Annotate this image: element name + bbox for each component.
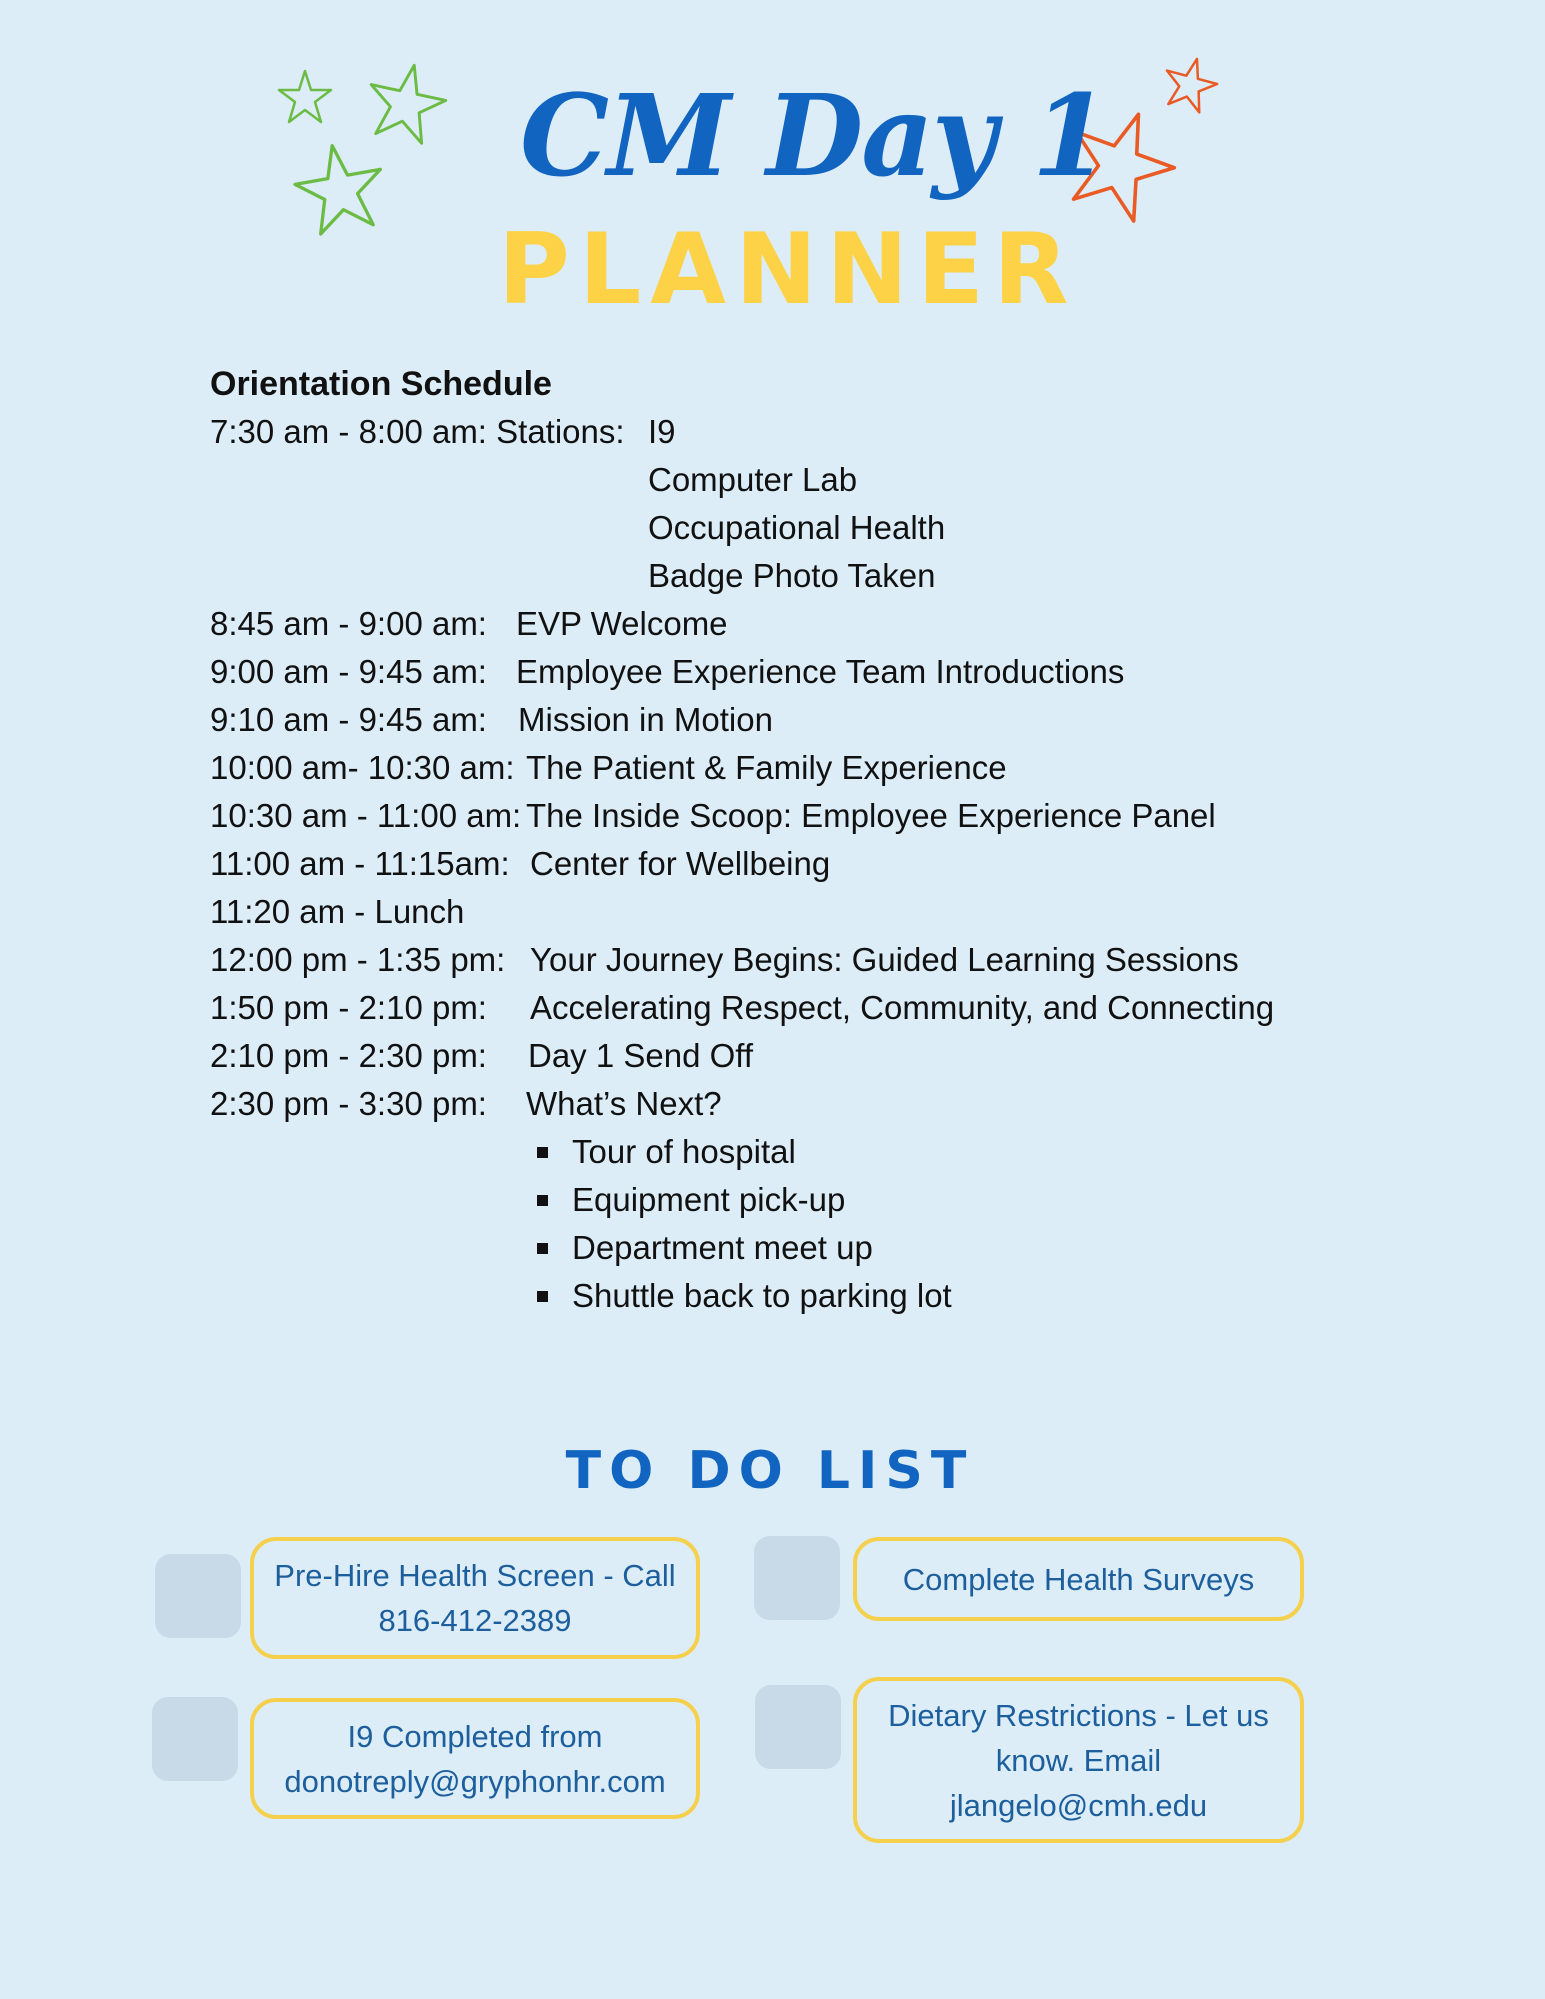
schedule-activity: Employee Experience Team Introductions — [516, 653, 1125, 690]
schedule-heading: Orientation Schedule — [210, 365, 552, 403]
todo-item-line: Complete Health Surveys — [902, 1561, 1255, 1597]
todo-item — [250, 1698, 700, 1819]
star-icon — [275, 68, 335, 128]
todo-item — [250, 1537, 700, 1659]
todo-item-line: know. Email — [995, 1742, 1162, 1778]
todo-item — [853, 1537, 1304, 1621]
bullet-square-icon — [537, 1147, 548, 1158]
todo-checkbox[interactable] — [152, 1697, 238, 1781]
schedule-time: 10:30 am - 11:00 am: — [210, 797, 522, 834]
planner-page: CM Day 1 PLANNER Orientation Schedule 7:30 am - 8:00 am: Stations: I9 Computer Lab Occupational Health Badge Photo Taken 8:45 am - 9:00 am: EVP Welcome 9:00 am - 9:45 am: Employee Experience Team Introductions 9:10 am - 9:45 am: Mission in Motion 10:00 am- 10:30 am: The Patient & Family Experience 10:30 am - 11:00 am: The Inside Scoop: Employee Experience Panel 11:00 am - 11:15am: Center for Wellbeing 11:20 am - Lunch 12:00 pm - 1:35 pm: Your Journey Begins: Guided Learning Sessions 1:50 pm - 2:10 pm: Accelerating Respect, Community, and Connecting 2:10 pm - 2:30 pm: Day 1 Send Off 2:30 pm - 3:30 pm: What’s Next? Tour of hospital Equipment pick-up Department meet up Shuttle back to parking lot TO DO LIST Pre-Hire Health Screen - Call 816-412-2389 Complete Health Surveys I9 Completed from donotreply@gryphonhr.com Dietary Restrictions - Let us know. Email jlangelo@cmh.edu — [0, 0, 1545, 1999]
schedule-activity: Center for Wellbeing — [530, 845, 831, 882]
schedule-time: 11:00 am - 11:15am: — [210, 845, 510, 882]
todo-item-line: Dietary Restrictions - Let us — [888, 1697, 1269, 1733]
bullet-square-icon — [537, 1195, 548, 1206]
schedule-activity: Mission in Motion — [518, 701, 773, 738]
schedule-time: 9:10 am - 9:45 am: — [210, 701, 487, 738]
schedule-time: 11:20 am - Lunch — [210, 893, 465, 930]
schedule-activity: EVP Welcome — [516, 605, 728, 642]
schedule-time: 10:00 am- 10:30 am: — [210, 749, 515, 786]
schedule-activity: The Inside Scoop: Employee Experience Panel — [526, 797, 1216, 834]
todo-checkbox[interactable] — [155, 1554, 241, 1638]
todo-item-line: I9 Completed from — [347, 1718, 603, 1754]
page-title-script: CM Day 1 — [520, 71, 1108, 202]
page-title-block: PLANNER — [498, 213, 1078, 327]
schedule-time: 7:30 am - 8:00 am: Stations: — [210, 413, 625, 450]
todo-checkbox[interactable] — [754, 1536, 840, 1620]
todo-item — [853, 1677, 1304, 1843]
station-item: Occupational Health — [648, 509, 946, 546]
schedule-activity: Day 1 Send Off — [528, 1037, 754, 1074]
schedule-activity: What’s Next? — [526, 1085, 722, 1122]
station-item: I9 — [648, 413, 676, 450]
star-icon — [362, 60, 450, 148]
todo-item-line: jlangelo@cmh.edu — [949, 1787, 1208, 1823]
bullet-square-icon — [537, 1291, 548, 1302]
station-item: Badge Photo Taken — [648, 557, 936, 594]
schedule-time: 2:30 pm - 3:30 pm: — [210, 1085, 487, 1122]
schedule-time: 1:50 pm - 2:10 pm: — [210, 989, 487, 1026]
todo-checkbox[interactable] — [755, 1685, 841, 1769]
todo-item-line: 816-412-2389 — [378, 1603, 572, 1638]
todo-heading: TO DO LIST — [565, 1441, 975, 1501]
star-cluster-left — [270, 60, 460, 250]
schedule-time: 12:00 pm - 1:35 pm: — [210, 941, 506, 978]
star-icon — [290, 140, 390, 240]
schedule-time: 2:10 pm - 2:30 pm: — [210, 1037, 487, 1074]
schedule-activity: Accelerating Respect, Community, and Connecting — [530, 989, 1275, 1026]
schedule-activity: The Patient & Family Experience — [526, 749, 1007, 786]
schedule-time: 9:00 am - 9:45 am: — [210, 653, 487, 690]
todo-item-line: donotreply@gryphonhr.com — [284, 1763, 666, 1799]
schedule-time: 8:45 am - 9:00 am: — [210, 605, 487, 642]
station-item: Computer Lab — [648, 461, 858, 498]
schedule-activity: Your Journey Begins: Guided Learning Sessions — [530, 941, 1239, 978]
bullet-square-icon — [537, 1243, 548, 1254]
todo-item-line: Pre-Hire Health Screen - Call — [274, 1558, 676, 1593]
